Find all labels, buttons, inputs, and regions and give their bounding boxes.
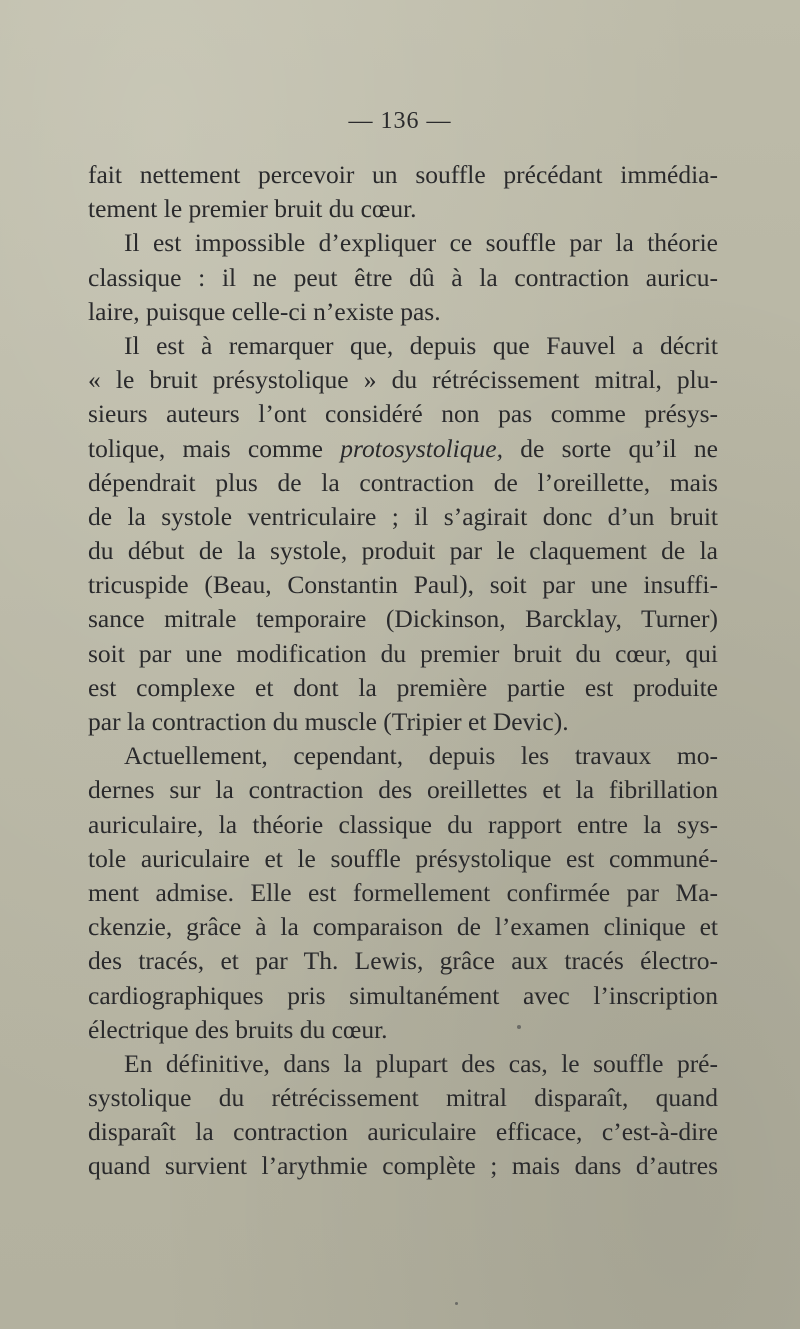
text-line: des tracés, et par Th. Lewis, grâce aux tracés électro- [88, 946, 718, 976]
text-line [88, 432, 718, 466]
text-line: disparaît la contraction auriculaire efficace, c’est-à-dire [88, 1117, 718, 1147]
text-line: est complexe et dont la première partie est produite [88, 672, 718, 702]
text-line: dépendrait plus de la contraction de l’oreillette, mais [88, 467, 718, 497]
text-line: cardiographiques pris simultanément avec l’inscription [88, 980, 718, 1010]
text-line: tole auriculaire et le souffle présystolique est communé- [88, 843, 718, 873]
text-line: ment admise. Elle est formellement confirmée par Ma- [88, 877, 718, 907]
text-line: quand survient l’arythmie complète ; mais dans d’autres [88, 1151, 718, 1181]
text-line: tement le premier bruit du cœur. [88, 194, 417, 224]
text-line: ckenzie, grâce à la comparaison de l’examen clinique et [88, 912, 718, 942]
italic-term: protosystolique, [340, 433, 503, 463]
text-line: par la contraction du muscle (Tripier et Devic). [88, 707, 569, 736]
text-line: Actuellement, cependant, depuis les travaux mo- [124, 741, 718, 771]
text-line: systolique du rétrécissement mitral disparaît, quand [88, 1083, 718, 1113]
text-line: fait nettement percevoir un souffle précédant immédia- [88, 160, 718, 189]
text-line: soit par une modification du premier bruit du cœur, qui [88, 638, 718, 668]
paper-speck [455, 1302, 458, 1305]
text-line: du début de la systole, produit par le claquement de la [88, 536, 718, 566]
body-text [88, 158, 718, 1184]
text-line: dernes sur la contraction des oreillettes et la fibrillation [88, 775, 718, 805]
text-segment: de sorte qu’il ne [502, 433, 718, 463]
paper-speck [517, 1025, 521, 1029]
text-line: sieurs auteurs l’ont considéré non pas comme présys- [88, 399, 718, 429]
text-line: classique : il ne peut être dû à la contraction auricu- [88, 262, 718, 292]
text-line: Il est à remarquer que, depuis que Fauvel a décrit [124, 330, 718, 360]
text-line: laire, puisque celle-ci n’existe pas. [88, 296, 441, 326]
text-line: Il est impossible d’expliquer ce souffle par la théorie [124, 228, 718, 258]
text-line: auriculaire, la théorie classique du rapport entre la sys- [88, 809, 718, 839]
text-line: électrique des bruits du cœur. [88, 1014, 388, 1044]
page-number: — 136 — [348, 108, 452, 134]
text-line: tricuspide (Beau, Constantin Paul), soit par une insuffi- [88, 570, 718, 600]
text-line: de la systole ventriculaire ; il s’agirait donc d’un bruit [88, 501, 718, 531]
text-line: « le bruit présystolique » du rétrécissement mitral, plu- [88, 365, 718, 395]
text-line: sance mitrale temporaire (Dickinson, Barcklay, Turner) [88, 604, 718, 634]
text-line: En définitive, dans la plupart des cas, le souffle pré- [124, 1048, 718, 1078]
text-segment: tolique, mais comme [88, 433, 341, 463]
